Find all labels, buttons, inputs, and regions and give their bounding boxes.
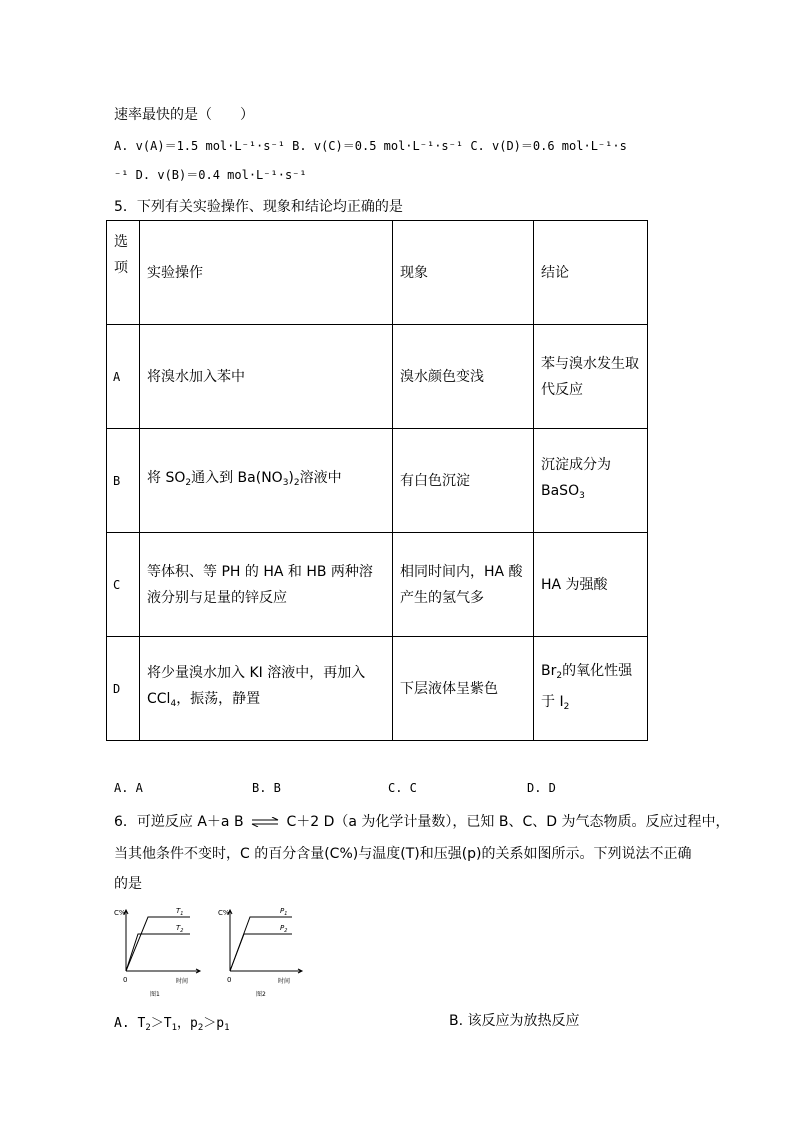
table-row xyxy=(107,637,648,741)
row-conclusion: $Br_2$的氧化性强 于 $I_2$ xyxy=(534,637,648,741)
graph2-curve1-label: $P_1$ xyxy=(280,907,288,917)
q4-stem-tail: 速率最快的是（ ） xyxy=(114,107,254,123)
graph1 xyxy=(112,900,204,1002)
row-key: C xyxy=(107,533,140,637)
header-conclusion: 结论 xyxy=(534,221,648,325)
q5-choice-c: C. C xyxy=(388,781,417,795)
q6-option-b: B. 该反应为放热反应 xyxy=(449,1013,580,1029)
q4-options-line1: A. v(A)＝1.5 mol·L⁻¹·s⁻¹ B. v(C)＝0.5 mol·L⁻¹·s⁻¹ C. v(D)＝0.6 mol·L⁻¹·s xyxy=(114,139,627,153)
row-conclusion: 苯与溴水发生取代反应 xyxy=(534,325,648,429)
row-phenomenon: 下层液体呈紫色 xyxy=(393,637,534,741)
graph2-origin: 0 xyxy=(227,976,232,984)
graph2-xlabel: 时间 xyxy=(278,978,291,985)
q6-option-a: A. $T_2>T_1$，$p_2>p_1$ xyxy=(114,1016,230,1033)
table-header-row xyxy=(107,221,648,325)
row-key: A xyxy=(107,325,140,429)
row-operation: 将溴水加入苯中 xyxy=(140,325,393,429)
row-phenomenon: 相同时间内，HA 酸产生的氢气多 xyxy=(393,533,534,637)
equilibrium-arrow-icon xyxy=(250,817,280,827)
graph2-caption: 图2 xyxy=(256,991,266,998)
graph1-curve-t1 xyxy=(126,917,190,971)
table-row xyxy=(107,533,648,637)
graph1-curve2-label: $T_2$ xyxy=(176,924,184,934)
graph2 xyxy=(214,900,306,1002)
row-operation: 将少量溴水加入 KI 溶液中，再加入 CCl$_4$，振荡，静置 xyxy=(140,637,393,741)
graph2-curve2-label: $P_2$ xyxy=(280,924,288,934)
q6-stem-line3: 的是 xyxy=(114,876,142,892)
header-option: 选项 xyxy=(107,221,140,325)
graph2-ylabel: C% xyxy=(218,909,230,917)
q6-stem-line1: 6．可逆反应 A＋a B C＋2 D（a 为化学计量数），已知 B、C、D 为气态物质。反应过程中， xyxy=(114,814,730,830)
q5-table xyxy=(106,220,648,741)
table-row xyxy=(107,325,648,429)
q5-stem: 5．下列有关实验操作、现象和结论均正确的是 xyxy=(114,199,403,215)
row-key: B xyxy=(107,429,140,533)
table-row xyxy=(107,429,648,533)
row-key: D xyxy=(107,637,140,741)
row-phenomenon: 溴水颜色变浅 xyxy=(393,325,534,429)
row-operation: 将 $SO_2$通入到 $Ba(NO_3)_2$溶液中 xyxy=(140,429,393,533)
row-conclusion: HA 为强酸 xyxy=(534,533,648,637)
header-phenomenon: 现象 xyxy=(393,221,534,325)
header-operation: 实验操作 xyxy=(140,221,393,325)
graph1-ylabel: C% xyxy=(114,909,126,917)
row-operation: 等体积、等 PH 的 HA 和 HB 两种溶液分别与足量的锌反应 xyxy=(140,533,393,637)
graph1-caption: 图1 xyxy=(150,991,160,998)
graph1-curve1-label: $T_1$ xyxy=(176,907,184,917)
graph1-xlabel: 时间 xyxy=(176,978,189,985)
row-conclusion: 沉淀成分为 BaSO$_3$ xyxy=(534,429,648,533)
graph1-curve-t2 xyxy=(126,934,190,971)
q5-choice-a: A. A xyxy=(114,781,143,795)
graph2-curve-p2 xyxy=(230,934,292,971)
q4-options-line2: ⁻¹ D. v(B)＝0.4 mol·L⁻¹·s⁻¹ xyxy=(114,168,307,182)
q5-choice-d: D. D xyxy=(527,781,556,795)
q5-choice-b: B. B xyxy=(252,781,281,795)
row-phenomenon: 有白色沉淀 xyxy=(393,429,534,533)
q6-stem-line2: 当其他条件不变时，C 的百分含量(C%)与温度(T)和压强(p)的关系如图所示。下列说法不正确 xyxy=(114,846,692,862)
graph1-origin: 0 xyxy=(123,976,128,984)
